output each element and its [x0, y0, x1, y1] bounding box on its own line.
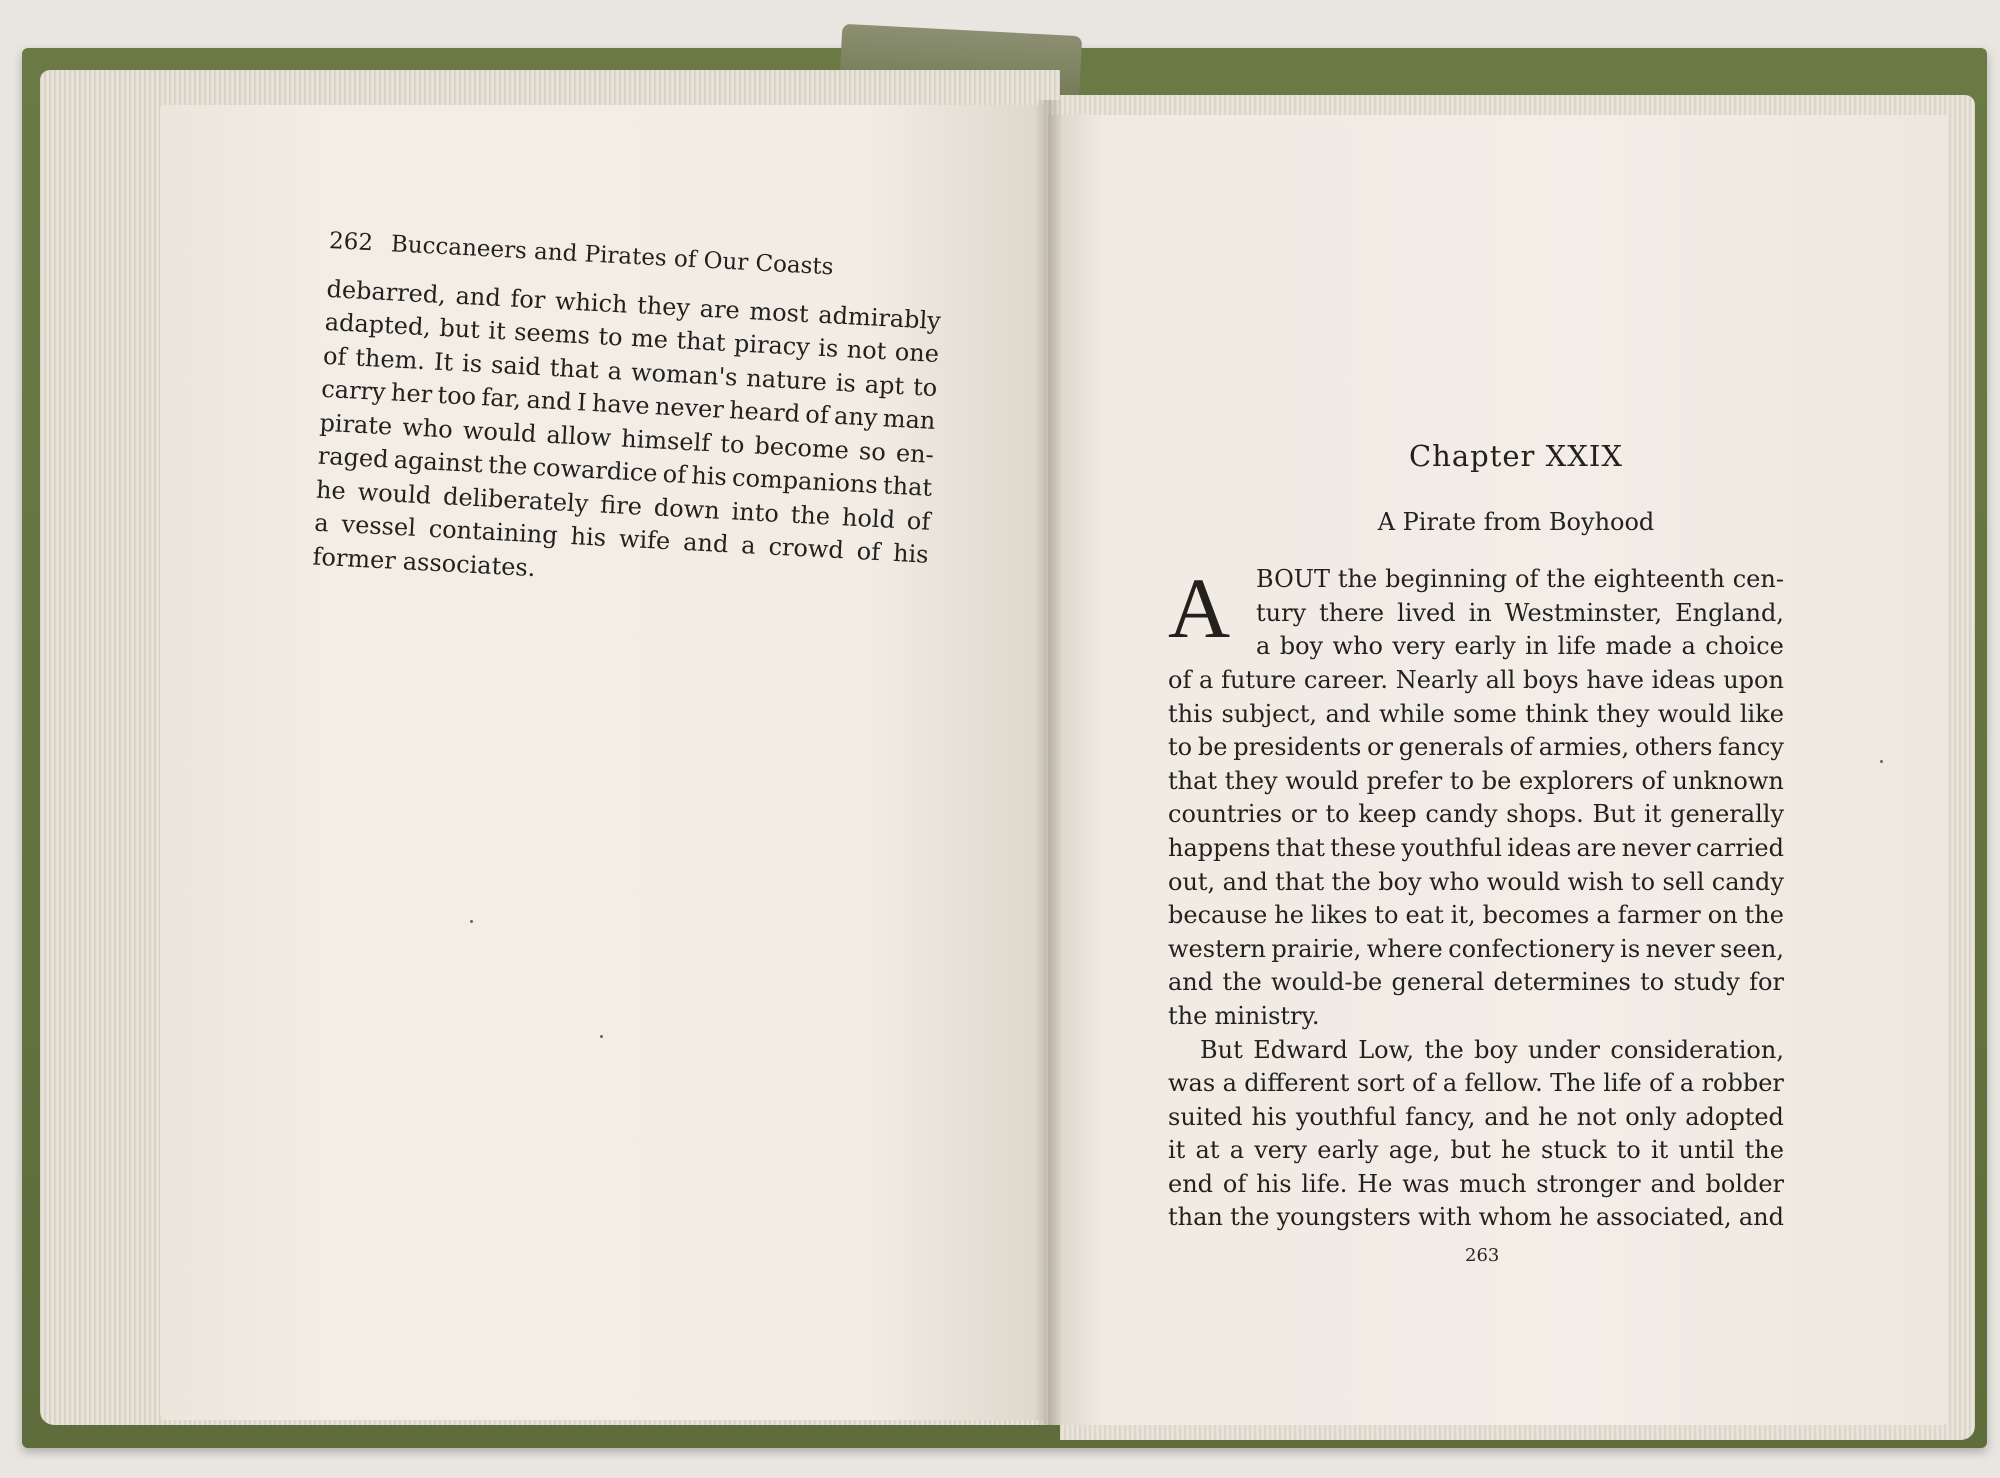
text-line: he would deliberately fire down into the hold of	[315, 475, 932, 536]
left-page-text	[312, 225, 944, 606]
text-line: than the youngsters with whom he associated, and	[1168, 1203, 1784, 1232]
text-line: of a future career. Nearly all boys have ideas upon	[1168, 665, 1784, 694]
text-line: raged against the cowardice of his companions that	[317, 441, 933, 502]
text-line: because he likes to eat it, becomes a farmer on the	[1168, 901, 1784, 930]
text-line: countries or to keep candy shops. But it generally	[1168, 800, 1784, 829]
text-line: out, and that the boy who would wish to sell candy	[1168, 867, 1784, 896]
text-line: debarred, and for which they are most admirably	[325, 274, 942, 335]
text-line: adapted, but it seems to me that piracy is not one	[324, 307, 940, 369]
text-line: western prairie, where confectionery is never seen,	[1168, 934, 1784, 963]
text-line: that they would prefer to be explorers of unknown	[1168, 766, 1784, 795]
text-line: suited his youthful fancy, and he not only adopted	[1168, 1102, 1784, 1131]
text-line: the ministry.	[1168, 1001, 1320, 1030]
text-line: this subject, and while some think they would like	[1168, 699, 1784, 728]
right-page-number: 263	[1465, 1245, 1500, 1266]
paragraph-2	[1168, 1034, 1784, 1236]
text-line: former associates.	[311, 542, 537, 582]
text-line: happens that these youthful ideas are never carried	[1168, 833, 1784, 862]
chapter-opening	[1168, 560, 1784, 1235]
paper-speck	[600, 1035, 603, 1038]
text-line: tury there lived in Westminster, England,	[1256, 598, 1784, 627]
paper-speck	[1880, 760, 1883, 763]
text-line: and the would-be general determines to study for	[1168, 968, 1784, 997]
text-line: it at a very early age, but he stuck to it until the	[1168, 1136, 1784, 1165]
left-page-number: 262	[328, 227, 374, 257]
text-line: to be presidents or generals of armies, others fancy	[1168, 733, 1784, 762]
text-line: BOUT the beginning of the eighteenth cen-	[1256, 565, 1784, 594]
drop-cap: A	[1168, 560, 1231, 657]
text-line: of them. It is said that a woman's nature is apt to	[322, 341, 939, 402]
text-line: pirate who would allow himself to become so en-	[318, 408, 935, 469]
opening-lines	[1168, 560, 1784, 664]
text-line: But Edward Low, the boy under consideration,	[1200, 1035, 1784, 1064]
book-gutter	[1035, 100, 1063, 1425]
left-page-body	[312, 272, 942, 605]
text-line: a vessel containing his wife and a crowd of his	[313, 508, 930, 569]
text-line: a boy who very early in life made a choice	[1256, 632, 1784, 661]
right-page-text	[1168, 440, 1784, 1235]
paper-speck	[470, 920, 473, 923]
chapter-title: Chapter XXIX	[1408, 439, 1623, 473]
text-line: was a different sort of a fellow. The life of a robber	[1168, 1069, 1784, 1098]
paragraph-1	[1168, 664, 1784, 1034]
text-line: end of his life. He was much stronger and bolder	[1168, 1169, 1784, 1198]
chapter-subtitle: A Pirate from Boyhood	[1377, 507, 1655, 536]
running-head-title: Buccaneers and Pirates of Our Coasts	[390, 231, 835, 281]
text-line: carry her too far, and I have never heard of any man	[320, 374, 937, 435]
